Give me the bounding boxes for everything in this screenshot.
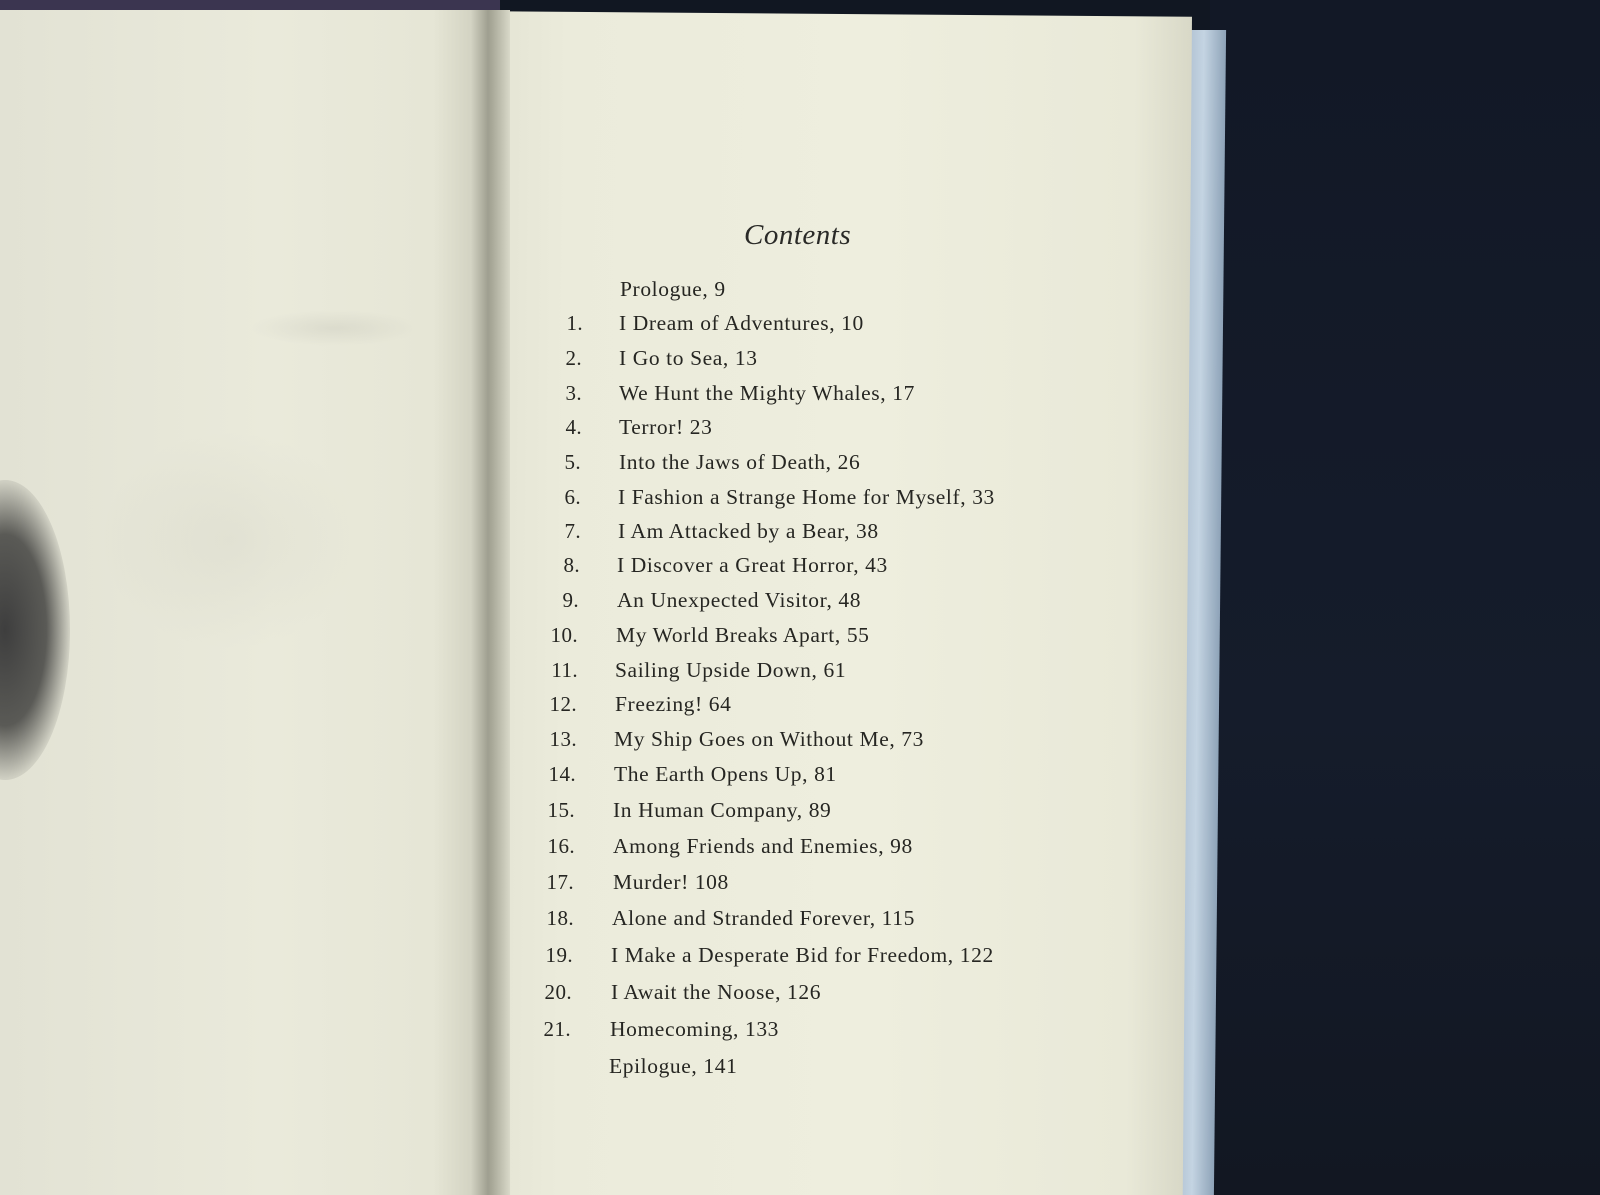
chapter-number: 18. [546,906,574,930]
chapter-number: 3. [565,381,582,405]
chapter-title: Among Friends and Enemies, 98 [613,834,913,858]
chapter-title: Homecoming, 133 [610,1017,780,1041]
chapter-title: Alone and Stranded Forever, 115 [612,906,915,930]
chapter-number: 14. [548,762,576,786]
chapter-title: Sailing Upside Down, 61 [615,658,847,682]
chapter-number: 6. [564,485,581,509]
chapter-title: My World Breaks Apart, 55 [616,623,870,647]
chapter-title: I Make a Desperate Bid for Freedom, 122 [611,943,994,967]
chapter-number: 19. [545,943,573,967]
chapter-title: Freezing! 64 [615,692,732,716]
chapter-title: I Await the Noose, 126 [611,980,822,1004]
chapter-number: 4. [565,415,582,439]
chapter-title: The Earth Opens Up, 81 [614,762,837,786]
chapter-number: 8. [563,553,580,577]
chapter-title: My Ship Goes on Without Me, 73 [614,727,924,751]
chapter-title: I Discover a Great Horror, 43 [617,553,888,577]
chapter-number: 15. [547,798,575,822]
chapter-title: Epilogue, 141 [609,1054,738,1078]
chapter-number: 12. [549,692,577,716]
chapter-title: I Go to Sea, 13 [619,346,758,370]
chapter-number: 9. [562,588,579,612]
chapter-title: I Dream of Adventures, 10 [619,311,864,335]
chapter-number: 1. [566,311,583,335]
chapter-title: We Hunt the Mighty Whales, 17 [619,381,915,405]
chapter-number: 7. [564,519,581,543]
chapter-number: 16. [547,834,575,858]
chapter-number: 10. [550,623,578,647]
chapter-title: Terror! 23 [619,415,713,439]
chapter-title: In Human Company, 89 [613,798,832,822]
page-title: Contents [744,219,852,251]
chapter-number: 20. [544,980,572,1004]
chapter-title: Murder! 108 [613,870,729,894]
chapter-title: I Fashion a Strange Home for Myself, 33 [618,485,995,509]
chapter-title: I Am Attacked by a Bear, 38 [618,519,879,543]
chapter-title: Prologue, 9 [620,277,726,301]
chapter-number: 21. [543,1017,571,1041]
chapter-number: 17. [546,870,574,894]
chapter-title: Into the Jaws of Death, 26 [619,450,861,474]
chapter-number: 5. [564,450,581,474]
chapter-number: 2. [565,346,582,370]
chapter-title: An Unexpected Visitor, 48 [617,588,862,612]
chapter-number: 13. [549,727,577,751]
chapter-number: 11. [551,658,578,682]
